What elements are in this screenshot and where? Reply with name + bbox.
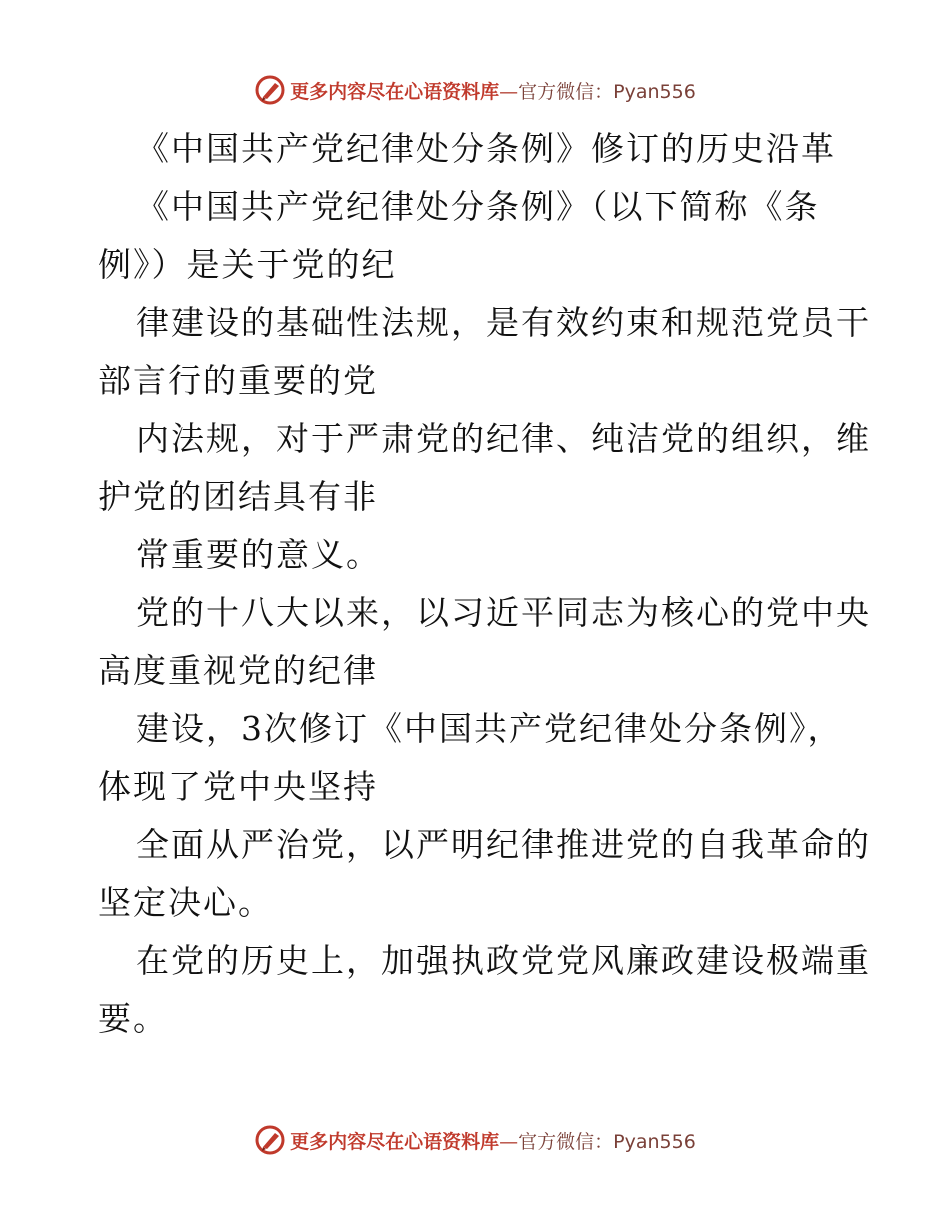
header-banner	[0, 70, 950, 110]
paragraph-line: 高度重视党的纪律	[98, 651, 378, 690]
paragraph-line: 建设，3次修订《中国共产党纪律处分条例》，	[136, 709, 843, 748]
paragraph-line: 例》）是关于党的纪	[98, 245, 397, 284]
footer-text	[290, 1127, 696, 1154]
paragraph-line: 要。	[98, 999, 168, 1038]
footer-dash: —	[499, 1130, 519, 1153]
paragraph-line: 体现了党中央坚持	[98, 767, 378, 806]
paragraph-line: 坚定决心。	[98, 883, 273, 922]
paragraph-line: 内法规，对于严肃党的纪律、纯洁党的组织，维	[136, 419, 871, 458]
header-brand: 更多内容尽在心语资料库	[290, 80, 500, 103]
footer-contact: 官方微信：Pyan556	[518, 1130, 696, 1153]
paragraph-line: 常重要的意义。	[136, 535, 381, 574]
paragraph-line: 律建设的基础性法规，是有效约束和规范党员干	[136, 303, 871, 342]
paragraph-line: 党的十八大以来，以习近平同志为核心的党中央	[136, 593, 871, 632]
header-text	[290, 77, 696, 104]
header-dash: —	[499, 80, 519, 103]
paragraph-line: 护党的团结具有非	[98, 477, 378, 516]
footer-banner	[0, 1120, 950, 1160]
footer-brand: 更多内容尽在心语资料库	[290, 1130, 500, 1153]
doc-title: 《中国共产党纪律处分条例》修订的历史沿革	[136, 129, 836, 168]
paragraph-line: 全面从严治党，以严明纪律推进党的自我革命的	[136, 825, 871, 864]
paragraph-line: 在党的历史上，加强执政党党风廉政建设极端重	[136, 941, 871, 980]
pen-logo-icon	[254, 1124, 286, 1156]
pen-logo-icon	[254, 74, 286, 106]
document-body	[98, 120, 871, 1048]
paragraph-line: 《中国共产党纪律处分条例》（以下简称《条	[136, 187, 820, 226]
header-contact: 官方微信：Pyan556	[518, 80, 696, 103]
paragraph-line: 部言行的重要的党	[98, 361, 378, 400]
